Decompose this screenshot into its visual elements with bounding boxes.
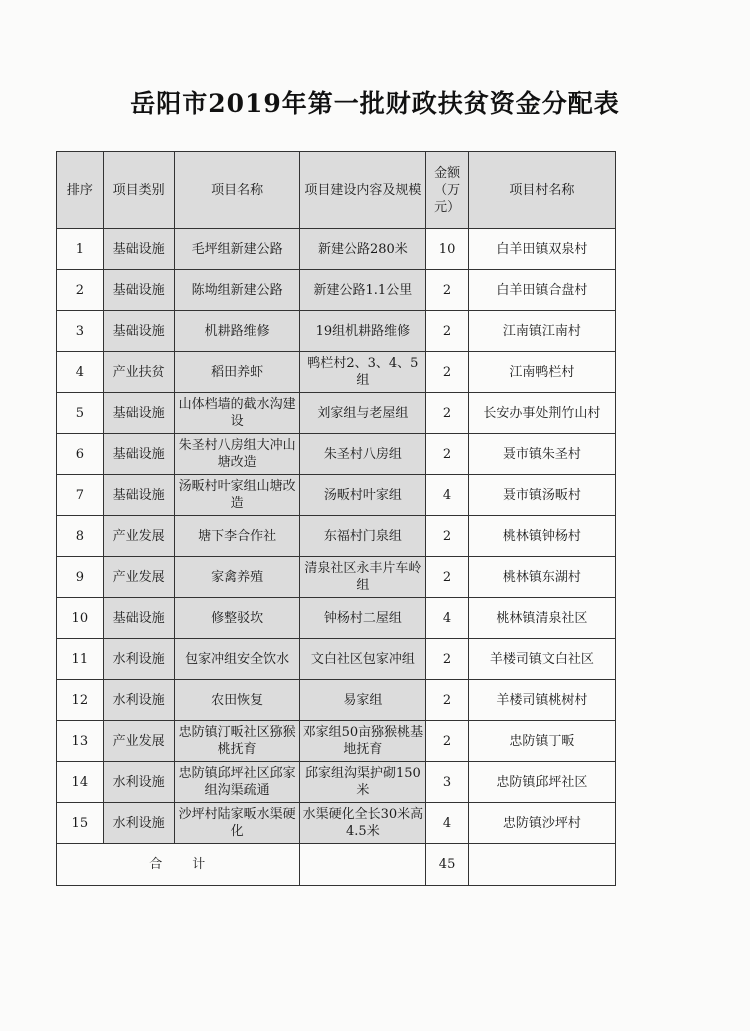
total-label: 合计	[57, 844, 300, 886]
cell-content: 刘家组与老屋组	[300, 393, 426, 434]
cell-village: 桃林镇东湖村	[468, 557, 615, 598]
cell-rank: 1	[57, 229, 104, 270]
header-rank: 排序	[57, 152, 104, 229]
cell-village: 长安办事处荆竹山村	[468, 393, 615, 434]
cell-rank: 7	[57, 475, 104, 516]
cell-village: 江南镇江南村	[468, 311, 615, 352]
cell-content: 新建公路1.1公里	[300, 270, 426, 311]
cell-village: 白羊田镇双泉村	[468, 229, 615, 270]
cell-village: 忠防镇邱坪社区	[468, 762, 615, 803]
cell-name: 忠防镇邱坪社区邱家组沟渠疏通	[174, 762, 300, 803]
cell-rank: 2	[57, 270, 104, 311]
cell-rank: 12	[57, 680, 104, 721]
cell-name: 陈坳组新建公路	[174, 270, 300, 311]
cell-content: 文白社区包家冲组	[300, 639, 426, 680]
table-row	[57, 762, 616, 803]
header-amount	[426, 152, 469, 229]
cell-amount: 2	[426, 393, 469, 434]
cell-amount: 4	[426, 598, 469, 639]
cell-content: 水渠硬化全长30米高4.5米	[300, 803, 426, 844]
cell-type: 水利设施	[103, 803, 174, 844]
header-amount-line: 元）	[434, 199, 461, 215]
cell-content: 钟杨村二屋组	[300, 598, 426, 639]
cell-village: 桃林镇清泉社区	[468, 598, 615, 639]
table-row	[57, 393, 616, 434]
cell-type: 产业发展	[103, 516, 174, 557]
total-empty-cell	[468, 844, 615, 886]
table-row	[57, 434, 616, 475]
cell-amount: 2	[426, 516, 469, 557]
cell-content: 易家组	[300, 680, 426, 721]
cell-amount: 2	[426, 311, 469, 352]
cell-amount: 10	[426, 229, 469, 270]
cell-type: 基础设施	[103, 229, 174, 270]
cell-amount: 2	[426, 680, 469, 721]
cell-village: 忠防镇丁畈	[468, 721, 615, 762]
cell-type: 水利设施	[103, 639, 174, 680]
cell-amount: 2	[426, 721, 469, 762]
cell-name: 山体档墙的截水沟建设	[174, 393, 300, 434]
cell-name: 汤畈村叶家组山塘改造	[174, 475, 300, 516]
cell-type: 产业发展	[103, 721, 174, 762]
cell-content: 汤畈村叶家组	[300, 475, 426, 516]
header-name: 项目名称	[174, 152, 300, 229]
cell-rank: 5	[57, 393, 104, 434]
cell-name: 塘下李合作社	[174, 516, 300, 557]
header-type: 项目类别	[103, 152, 174, 229]
table-row	[57, 803, 616, 844]
table-row	[57, 557, 616, 598]
cell-rank: 10	[57, 598, 104, 639]
cell-village: 羊楼司镇文白社区	[468, 639, 615, 680]
cell-content: 清泉社区永丰片车岭组	[300, 557, 426, 598]
cell-amount: 3	[426, 762, 469, 803]
table-row	[57, 721, 616, 762]
cell-type: 基础设施	[103, 598, 174, 639]
cell-type: 水利设施	[103, 762, 174, 803]
cell-content: 东福村门泉组	[300, 516, 426, 557]
cell-content: 新建公路280米	[300, 229, 426, 270]
cell-amount: 2	[426, 270, 469, 311]
cell-amount: 2	[426, 639, 469, 680]
cell-amount: 2	[426, 352, 469, 393]
cell-type: 基础设施	[103, 270, 174, 311]
cell-village: 白羊田镇合盘村	[468, 270, 615, 311]
cell-name: 包家冲组安全饮水	[174, 639, 300, 680]
cell-village: 羊楼司镇桃树村	[468, 680, 615, 721]
cell-name: 农田恢复	[174, 680, 300, 721]
cell-name: 朱圣村八房组大冲山塘改造	[174, 434, 300, 475]
cell-rank: 11	[57, 639, 104, 680]
cell-name: 毛坪组新建公路	[174, 229, 300, 270]
cell-rank: 3	[57, 311, 104, 352]
cell-rank: 15	[57, 803, 104, 844]
cell-type: 水利设施	[103, 680, 174, 721]
cell-name: 沙坪村陆家畈水渠硬化	[174, 803, 300, 844]
cell-content: 邱家组沟渠护砌150米	[300, 762, 426, 803]
cell-name: 机耕路维修	[174, 311, 300, 352]
cell-name: 忠防镇汀畈社区猕猴桃抚育	[174, 721, 300, 762]
cell-amount: 4	[426, 475, 469, 516]
header-content: 项目建设内容及规模	[300, 152, 426, 229]
cell-type: 产业发展	[103, 557, 174, 598]
cell-rank: 14	[57, 762, 104, 803]
header-amount-line: 金额	[434, 165, 461, 181]
cell-rank: 9	[57, 557, 104, 598]
page-title: 岳阳市2019年第一批财政扶贫资金分配表	[130, 89, 620, 118]
header-amount-line: （万	[434, 182, 461, 198]
cell-village: 忠防镇沙坪村	[468, 803, 615, 844]
table-row	[57, 311, 616, 352]
table-row	[57, 516, 616, 557]
table-row	[57, 352, 616, 393]
cell-content: 朱圣村八房组	[300, 434, 426, 475]
cell-content: 邓家组50亩猕猴桃基地抚育	[300, 721, 426, 762]
cell-amount: 2	[426, 434, 469, 475]
cell-name: 家禽养殖	[174, 557, 300, 598]
cell-content: 鸭栏村2、3、4、5组	[300, 352, 426, 393]
cell-name: 稻田养虾	[174, 352, 300, 393]
allocation-table	[56, 151, 616, 886]
header-village: 项目村名称	[468, 152, 615, 229]
cell-village: 聂市镇朱圣村	[468, 434, 615, 475]
table-row	[57, 270, 616, 311]
table-row	[57, 475, 616, 516]
total-empty-cell	[300, 844, 426, 886]
total-row	[57, 844, 616, 886]
table-row	[57, 229, 616, 270]
cell-content: 19组机耕路维修	[300, 311, 426, 352]
cell-amount: 4	[426, 803, 469, 844]
cell-village: 江南鸭栏村	[468, 352, 615, 393]
cell-village: 桃林镇钟杨村	[468, 516, 615, 557]
cell-type: 基础设施	[103, 393, 174, 434]
table-header-row	[57, 152, 616, 229]
table-row	[57, 598, 616, 639]
cell-rank: 4	[57, 352, 104, 393]
table-body	[57, 229, 616, 844]
cell-rank: 13	[57, 721, 104, 762]
cell-rank: 6	[57, 434, 104, 475]
table-row	[57, 680, 616, 721]
cell-rank: 8	[57, 516, 104, 557]
cell-type: 基础设施	[103, 311, 174, 352]
cell-village: 聂市镇汤畈村	[468, 475, 615, 516]
total-amount: 45	[426, 844, 469, 886]
cell-type: 基础设施	[103, 475, 174, 516]
table-row	[57, 639, 616, 680]
cell-type: 基础设施	[103, 434, 174, 475]
cell-amount: 2	[426, 557, 469, 598]
cell-name: 修整驳坎	[174, 598, 300, 639]
cell-type: 产业扶贫	[103, 352, 174, 393]
